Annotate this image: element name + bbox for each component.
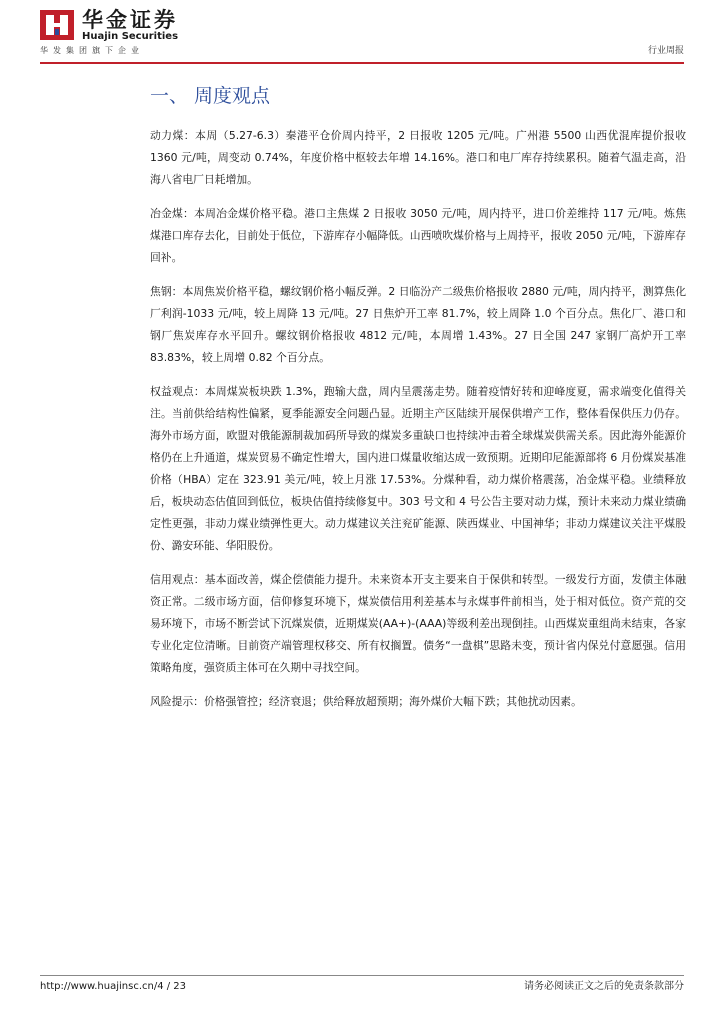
footer-disclaimer: 请务必阅读正文之后的免责条款部分	[524, 981, 684, 992]
group-affiliation: 华发集团旗下企业	[40, 46, 144, 55]
brand-chinese-name: 华金证券	[82, 8, 178, 32]
paragraph-metallurgical-coal: 冶金煤：本周冶金煤价格平稳。港口主焦煤 2 日报收 3050 元/吨，周内持平，进口价差维持 117 元/吨。炼焦煤港口库存去化，目前处于低位，下游库存小幅降低。山西喷吹煤价格与上周持平，报收 2050 元/吨，下游库存回补。	[150, 207, 686, 264]
brand-english-name: Huajin Securities	[82, 31, 179, 42]
footer-url-page: http://www.huajinsc.cn/4 / 23	[40, 981, 187, 992]
paragraph-credit-view: 信用观点：基本面改善，煤企偿债能力提升。未来资本开支主要来自于保供和转型。一级发行方面，发债主体融资正常。二级市场方面，信仰修复环境下，煤炭债信用利差基本与永煤事件前相当，处于相对低位。资产荒的交易环境下，市场不断尝试下沉煤炭债，近期煤炭(AA+)-(AAA)等级利差出现倒挂。山西煤炭重组尚未结束，各家专业化定位清晰。目前资产端管理权移交、所有权搁置。债务“一盘棋”思路未变，预计省内保兑付意愿强。信用策略角度，强资质主体可在久期中寻找空间。	[150, 573, 686, 674]
report-body	[150, 125, 686, 725]
paragraph-thermal-coal: 动力煤：本周（5.27-6.3）秦港平仓价周内持平，2 日报收 1205 元/吨。广州港 5500 山西优混库提价报收 1360 元/吨，周变动 0.74%，年度价格中枢较去年增 14.16%。港口和电厂库存持续累积。随着气温走高，沿海八省电厂日耗增加。	[150, 129, 686, 186]
paragraph-equity-view: 权益观点：本周煤炭板块跌 1.3%，跑输大盘，周内呈震荡走势。随着疫情好转和迎峰度夏，需求端变化值得关注。当前供给结构性偏紧，夏季能源安全问题凸显。近期主产区陆续开展保供增产工作，整体看保供压力仍存。海外市场方面，欧盟对俄能源制裁加码所导致的煤炭多重缺口也持续冲击着全球煤炭供需关系。因此海外能源价格仍在上升通道，煤炭贸易不确定性增大，国内进口煤量收缩达成一致预期。近期印尼能源部将 6 月份煤炭基准价格（HBA）定在 323.91 美元/吨，较上月涨 17.53%。分煤种看，动力煤价格震荡，冶金煤平稳。业绩释放后，板块动态估值回到低位，板块估值持续修复中。303 号文和 4 号公告主要对动力煤，预计未来动力煤业绩确定性更强，非动力煤业绩弹性更大。动力煤建议关注兖矿能源、陕西煤业、中国神华；非动力煤建议关注平煤股份、潞安环能、华阳股份。	[150, 385, 686, 552]
paragraph-coke-steel: 焦钢：本周焦炭价格平稳，螺纹钢价格小幅反弹。2 日临汾产二级焦价格报收 2880 元/吨，周内持平，测算焦化厂利润-1033 元/吨，较上周降 13 元/吨。27 日焦炉开工率 81.7%，较上周降 1.0 个百分点。焦化厂、港口和钢厂焦炭库存水平回升。螺纹钢价格报收 4812 元/吨，本周增 1.43%。27 日全国 247 家钢厂高炉开工率 83.83%，较上周增 0.82 个百分点。	[150, 285, 686, 364]
report-type-label: 行业周报	[647, 46, 684, 56]
section-title: 一、 周度观点	[150, 85, 271, 107]
footer-divider	[40, 975, 684, 976]
paragraph-risk-warning: 风险提示：价格强管控；经济衰退；供给释放超预期；海外煤价大幅下跌；其他扰动因素。	[150, 695, 582, 708]
header-divider	[40, 62, 684, 64]
huajin-logo-icon	[40, 10, 74, 40]
